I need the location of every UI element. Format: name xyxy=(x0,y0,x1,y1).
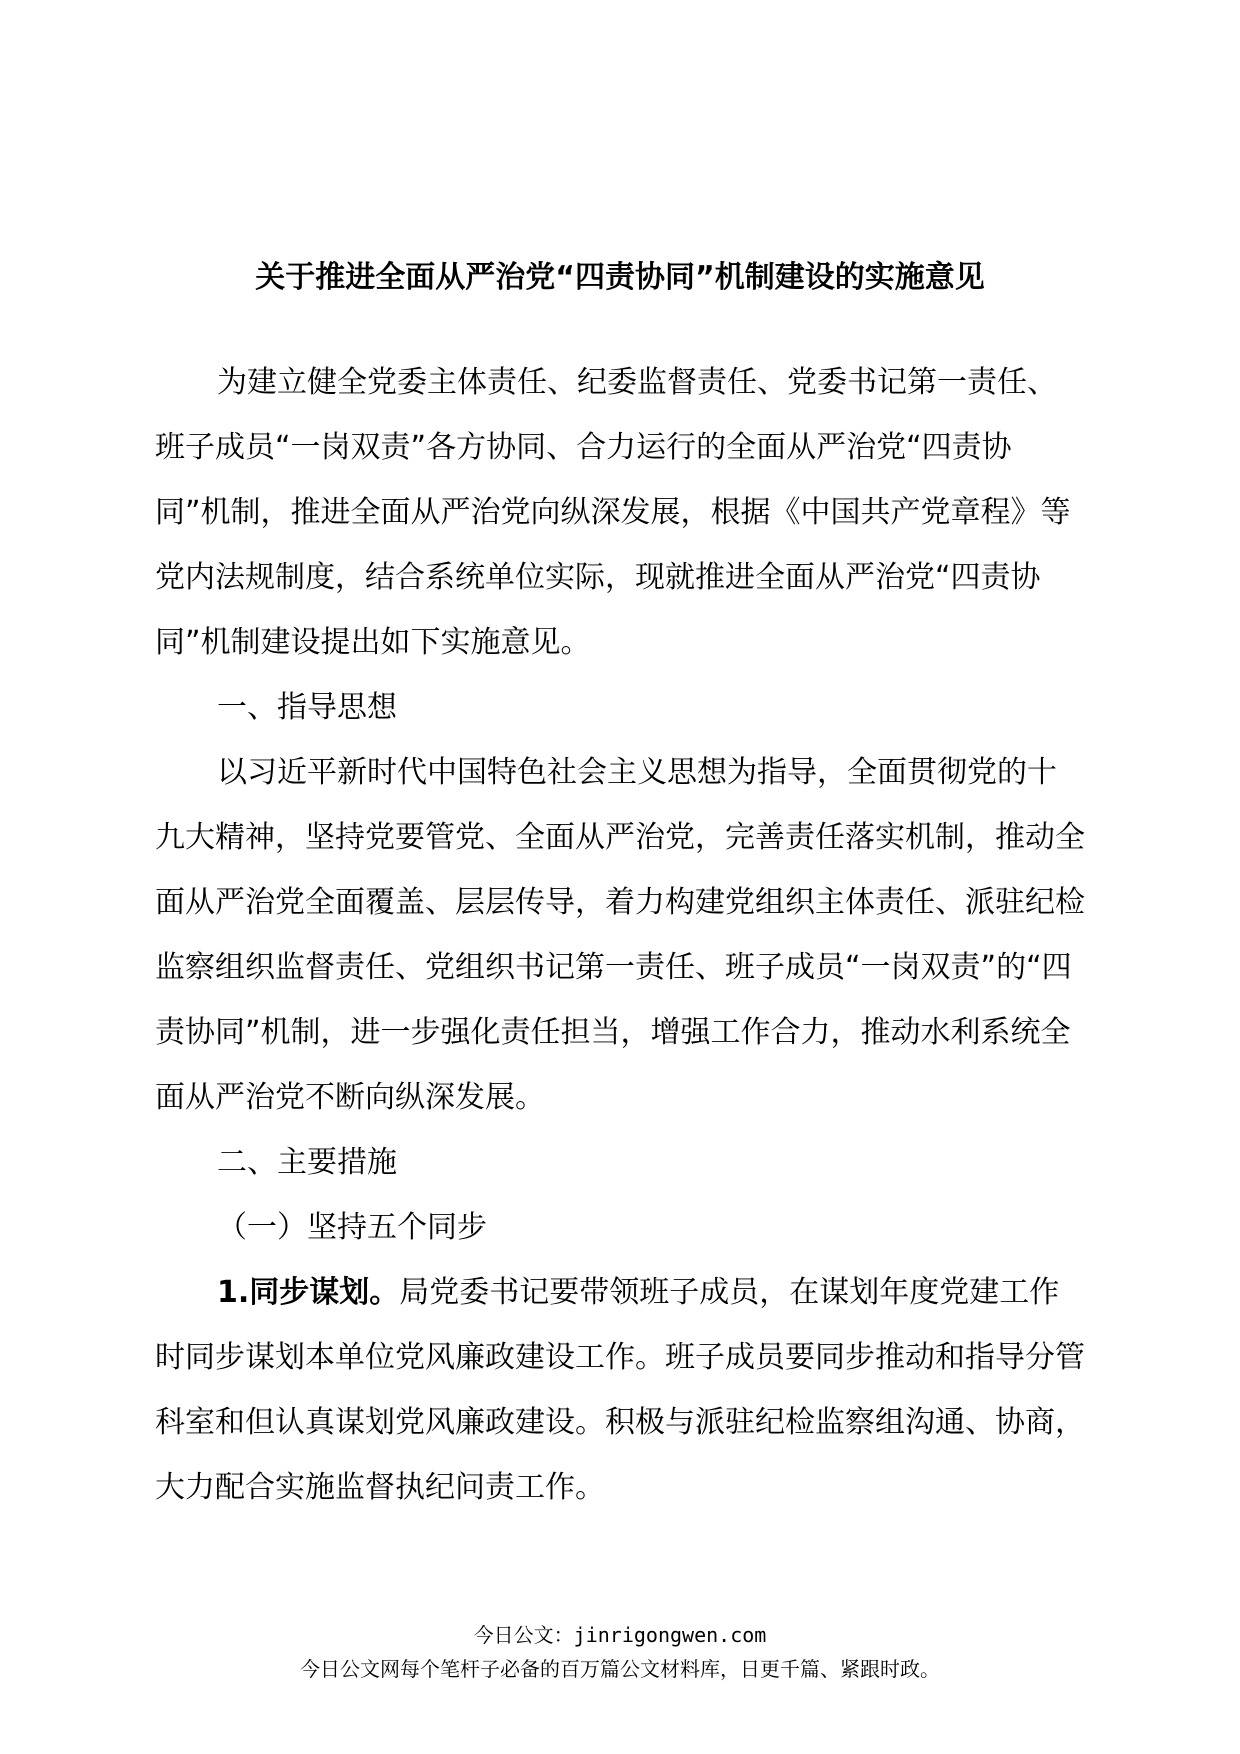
footer-slogan-line: 今日公文网每个笔杆子必备的百万篇公文材料库，日更千篇、紧跟时政。 xyxy=(300,1657,940,1681)
item-sync-planning-lead: 1.同步谋划。 xyxy=(217,1275,400,1310)
subsection-heading-five-syncs: （一）坚持五个同步 xyxy=(217,1210,487,1245)
intro-paragraph: 为建立健全党委主体责任、纪委监督责任、党委书记第一责任、班子成员“一岗双责”各方协同、合力运行的全面从严治党“四责协同”机制，推进全面从严治党向纵深发展，根据《中国共产党章程》等党内法规制度，结合系统单位实际，现就推进全面从严治党“四责协同”机制建设提出如下实施意见。 xyxy=(155,365,1071,660)
page-footer xyxy=(0,1618,1240,1686)
document-body xyxy=(155,350,1085,1520)
footer-site-line: 今日公文：jinrigongwen.com xyxy=(473,1623,767,1647)
guiding-thought-paragraph: 以习近平新时代中国特色社会主义思想为指导，全面贯彻党的十九大精神，坚持党要管党、全面从严治党，完善责任落实机制，推动全面从严治党全面覆盖、层层传导，着力构建党组织主体责任、派驻纪检监察组织监督责任、党组织书记第一责任、班子成员“一岗双责”的“四责协同”机制，进一步强化责任担当，增强工作合力，推动水利系统全面从严治党不断向纵深发展。 xyxy=(155,755,1085,1115)
item-sync-planning-text: 局党委书记要带领班子成员，在谋划年度党建工作时同步谋划本单位党风廉政建设工作。班子成员要同步推动和指导分管科室和但认真谋划党风廉政建设。积极与派驻纪检监察组沟通、协商，大力配合实施监督执纪问责工作。 xyxy=(155,1275,1085,1505)
section-heading-guiding-thought: 一、指导思想 xyxy=(217,690,397,725)
item-sync-planning-paragraph xyxy=(155,1260,1085,1520)
document-title: 关于推进全面从严治党“四责协同”机制建设的实施意见 xyxy=(255,260,985,295)
section-heading-main-measures: 二、主要措施 xyxy=(217,1145,397,1180)
